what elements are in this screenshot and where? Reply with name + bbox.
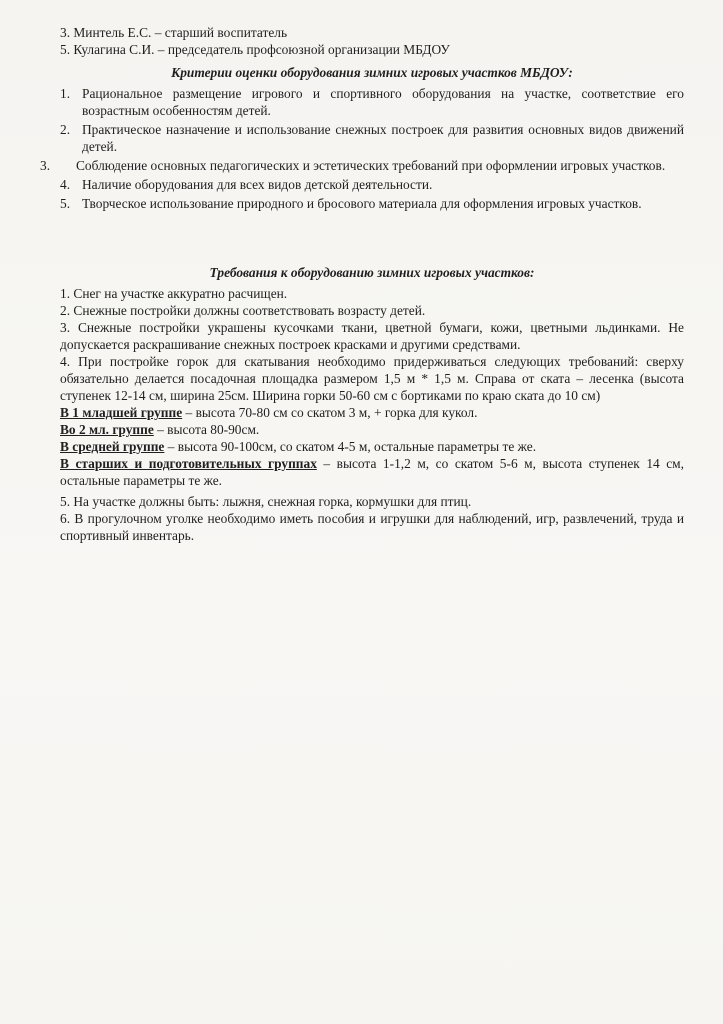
- criteria-item: [40, 157, 684, 174]
- item-text: Наличие оборудования для всех видов детской деятельности.: [82, 177, 433, 192]
- item-number: 4.: [60, 177, 71, 192]
- group-text: – высота 90-100см, со скатом 4-5 м, остальные параметры те же.: [164, 439, 537, 454]
- requirement-paragraph: 5. На участке должны быть: лыжня, снежная горка, кормушки для птиц.: [60, 494, 472, 509]
- member-line: 3. Минтель Е.С. – старший воспитатель: [60, 25, 288, 40]
- item-text: Рациональное размещение игрового и спортивного оборудования на участке, соответствие его возрастным особенностям детей.: [82, 86, 684, 118]
- requirements-heading: Требования к оборудованию зимних игровых участков:: [209, 265, 535, 280]
- criteria-item: [60, 85, 684, 119]
- item-text: Соблюдение основных педагогических и эстетических требований при оформлении игровых участков.: [76, 158, 666, 173]
- spacer: [60, 214, 684, 258]
- group-text: – высота 80-90см.: [153, 422, 260, 437]
- group-text: – высота 70-80 см со скатом 3 м, + горка для кукол.: [182, 405, 478, 420]
- group-text: – высота 1-1,2 м, со скатом 5-6 м, высота ступенек 14 см, остальные параметры те же.: [60, 456, 685, 488]
- requirement-paragraph: 2. Снежные постройки должны соответствовать возрасту детей.: [60, 303, 426, 318]
- item-number: 5.: [60, 196, 71, 211]
- requirement-paragraph: 1. Снег на участке аккуратно расчищен.: [60, 286, 288, 301]
- requirement-paragraph: 3. Снежные постройки украшены кусочками ткани, цветной бумаги, кожи, цветными льдинками. Не допускается раскрашивание снежных построек красками и другими средствами.: [60, 320, 684, 352]
- item-number: 2.: [60, 122, 71, 137]
- group-requirement: [60, 404, 684, 421]
- group-requirement: [60, 421, 684, 438]
- member-line: 5. Кулагина С.И. – председатель профсоюзной организации МБДОУ: [60, 42, 450, 57]
- criteria-heading: Критерии оценки оборудования зимних игровых участков МБДОУ:: [171, 65, 573, 80]
- requirement-paragraph: 6. В прогулочном уголке необходимо иметь пособия и игрушки для наблюдений, игр, развлечений, труда и спортивный инвентарь.: [60, 511, 684, 543]
- criteria-list: [40, 85, 684, 212]
- criteria-item: [60, 195, 684, 212]
- criteria-item: [60, 121, 684, 155]
- item-text: Творческое использование природного и бросового материала для оформления игровых участков.: [82, 196, 642, 211]
- document-body: [40, 24, 685, 544]
- group-requirement: [60, 438, 684, 455]
- group-label: В 1 младшей группе: [60, 405, 183, 420]
- item-number: 3.: [40, 158, 51, 173]
- item-text: Практическое назначение и использование снежных построек для развития основных видов движений детей.: [82, 122, 684, 154]
- group-requirement: [60, 455, 684, 489]
- requirement-paragraph: 4. При постройке горок для скатывания необходимо придерживаться следующих требований: сверху обязательно делается посадочная площадка размером 1,5 м * 1,5 м. Справа от ската – лесенка (высота ступенек 12-14 см, ширина 25см. Ширина горки 50-60 см с бортиками по краю ската до 10 см): [60, 354, 684, 403]
- group-label: В средней группе: [60, 439, 165, 454]
- group-label: Во 2 мл. группе: [60, 422, 154, 437]
- criteria-item: [60, 176, 684, 193]
- item-number: 1.: [60, 86, 71, 101]
- group-label: В старших и подготовительных группах: [60, 456, 317, 471]
- requirements-list: [60, 285, 684, 544]
